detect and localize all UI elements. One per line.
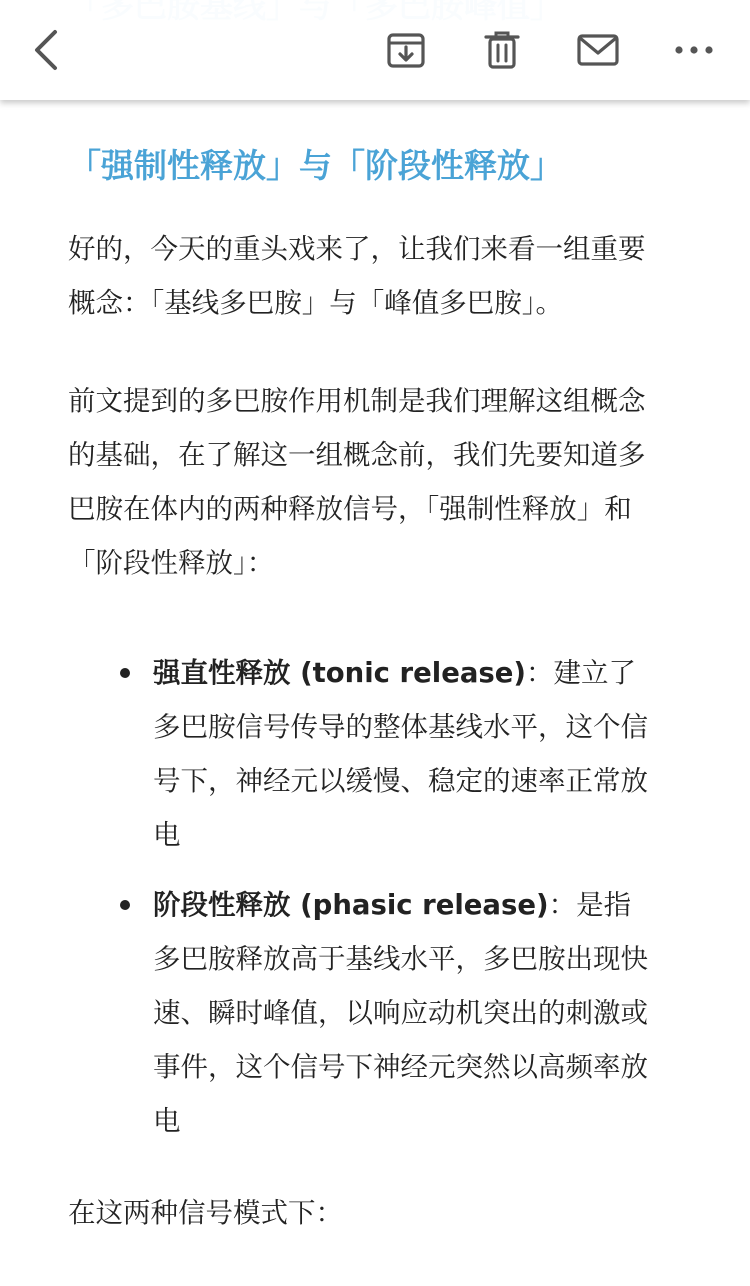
bullet-dot xyxy=(120,668,130,678)
back-button[interactable] xyxy=(18,22,74,78)
back-icon xyxy=(31,28,61,72)
bullet-term: 强直性释放 (tonic release) xyxy=(153,657,526,689)
mail-icon xyxy=(576,33,620,67)
bullet-text xyxy=(153,646,658,862)
archive-button[interactable] xyxy=(378,22,434,78)
paragraph: 好的，今天的重头戏来了，让我们来看一组重要概念：「基线多巴胺」与「峰值多巴胺」。 xyxy=(68,233,646,319)
more-button[interactable] xyxy=(666,22,722,78)
paragraph: 在这两种信号模式下： xyxy=(68,1197,343,1229)
trash-icon xyxy=(484,30,520,70)
bullet-term: 阶段性释放 (phasic release) xyxy=(153,889,549,921)
mail-button[interactable] xyxy=(570,22,626,78)
more-icon xyxy=(674,45,714,55)
bullet-description: ：是指多巴胺释放高于基线水平，多巴胺出现快速、瞬时峰值，以响应动机突出的刺激或事件，这个信号下神经元突然以高频率放电 xyxy=(153,889,648,1137)
bullet-text xyxy=(153,878,658,1148)
bullet-description: ：建立了多巴胺信号传导的整体基线水平，这个信号下，神经元以缓慢、稳定的速率正常放电 xyxy=(153,657,648,851)
archive-icon xyxy=(386,30,426,70)
section-heading: 「强制性释放」与「阶段性释放」 xyxy=(68,146,563,185)
delete-button[interactable] xyxy=(474,22,530,78)
bullet-dot xyxy=(120,900,130,910)
top-toolbar xyxy=(0,0,750,100)
paragraph: 前文提到的多巴胺作用机制是我们理解这组概念的基础，在了解这一组概念前，我们先要知道多巴胺在体内的两种释放信号，「强制性释放」和「阶段性释放」： xyxy=(68,385,646,579)
